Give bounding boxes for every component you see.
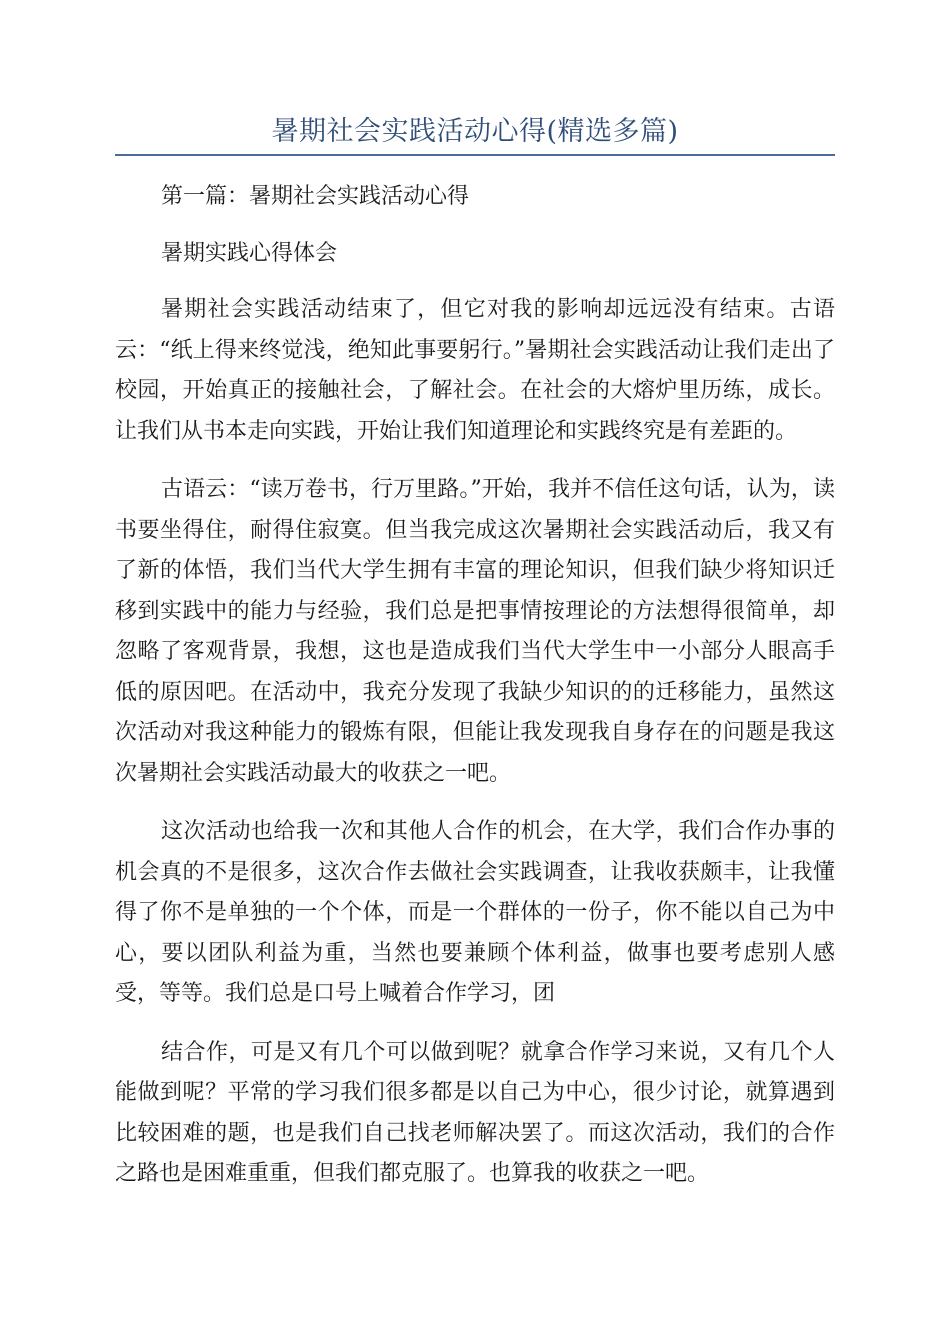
subheading: 暑期实践心得体会 — [161, 240, 338, 266]
section-heading: 第一篇：暑期社会实践活动心得 — [161, 184, 470, 209]
paragraph-3: 这次活动也给我一次和其他人合作的机会，在大学，我们合作办事的机会真的不是很多，这次合作去做社会实践调查，让我收获颇丰，让我懂得了你不是单独的一个个体，而是一个群体的一份子，你不能以自己为中心，要以团队利益为重，当然也要兼顾个体利益，做事也要考虑别人感受，等等。我们总是口号上喊着合作学习，团 — [115, 819, 835, 1006]
document-body — [115, 177, 835, 1213]
paragraph-4: 结合作，可是又有几个可以做到呢？就拿合作学习来说，又有几个人能做到呢？平常的学习我们很多都是以自己为中心，很少讨论，就算遇到比较困难的题，也是我们自己找老师解决罢了。而这次活动，我们的合作之路也是困难重重，但我们都克服了。也算我的收获之一吧。 — [115, 1039, 835, 1186]
title-underline-rule — [115, 154, 835, 156]
paragraph-2: 古语云：“读万卷书，行万里路。”开始，我并不信任这句话，认为，读书要坐得住，耐得住寂寞。但当我完成这次暑期社会实践活动后，我又有了新的体悟，我们当代大学生拥有丰富的理论知识，但我们缺少将知识迁移到实践中的能力与经验，我们总是把事情按理论的方法想得很简单，却忽略了客观背景，我想，这也是造成我们当代大学生中一小部分人眼高手低的原因吧。在活动中，我充分发现了我缺少知识的的迁移能力，虽然这次活动对我这种能力的锻炼有限，但能让我发现我自身存在的问题是我这次暑期社会实践活动最大的收获之一吧。 — [115, 477, 835, 786]
paragraph-1: 暑期社会实践活动结束了，但它对我的影响却远远没有结束。古语云：“纸上得来终觉浅，绝知此事要躬行。”暑期社会实践活动让我们走出了校园，开始真正的接触社会，了解社会。在社会的大熔炉里历练，成长。让我们从书本走向实践，开始让我们知道理论和实践终究是有差距的。 — [115, 297, 835, 444]
document-title: 暑期社会实践活动心得(精选多篇) — [271, 116, 679, 147]
